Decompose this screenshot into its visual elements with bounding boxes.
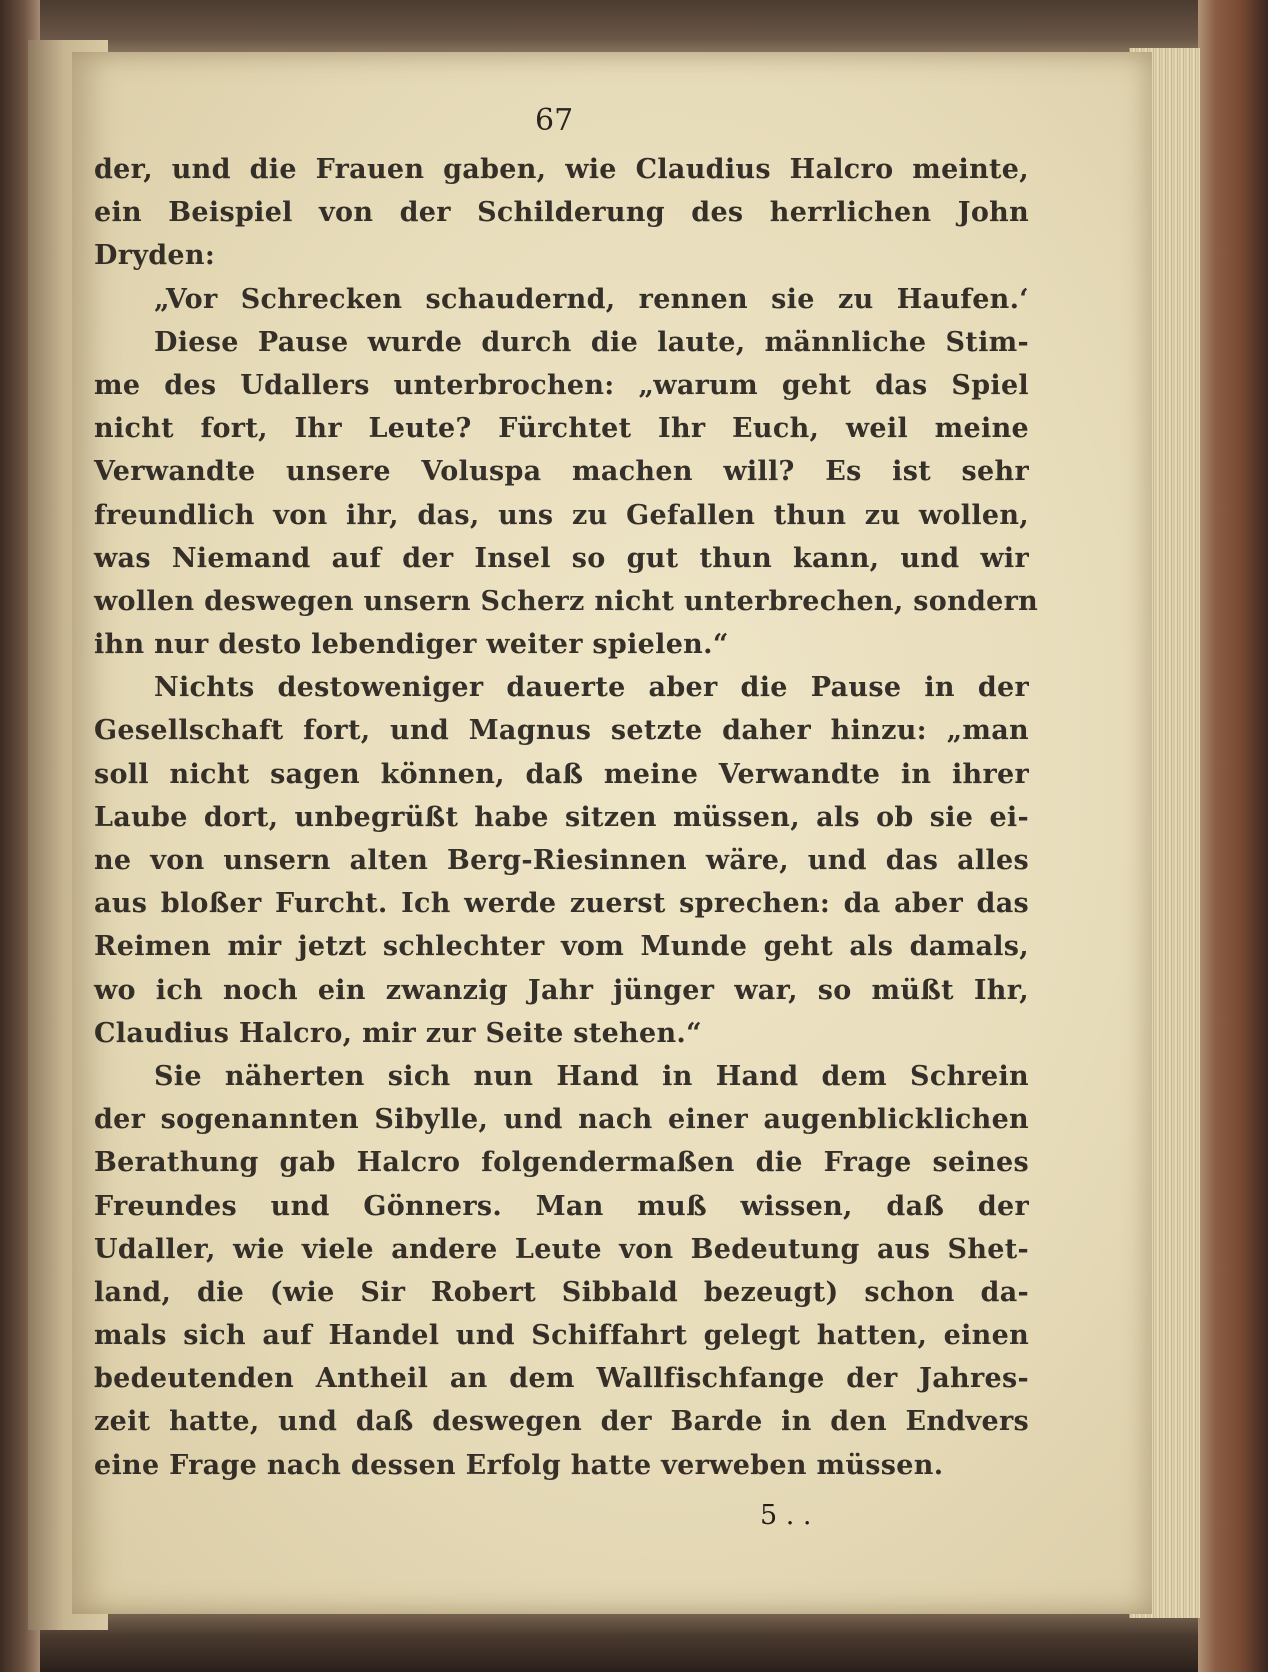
text-line: der, und die Frauen gaben, wie Claudius Halcro meinte, xyxy=(94,154,1029,185)
text-line: me des Udallers unterbrochen: „warum geht das Spiel xyxy=(94,369,1029,401)
signature-mark: 5 . . xyxy=(760,1500,812,1531)
text-line: zeit hatte, und daß deswegen der Barde in den Endvers xyxy=(94,1406,1029,1438)
text-line: bedeutenden Antheil an dem Wallfischfange der Jahres- xyxy=(94,1363,1029,1395)
text-line: Udaller, wie viele andere Leute von Bedeutung aus Shet- xyxy=(94,1233,1029,1265)
text-line: Nichts destoweniger dauerte aber die Pause in der xyxy=(154,672,1029,704)
text-line: Diese Pause wurde durch die laute, männliche Stim- xyxy=(154,326,1029,358)
text-line: Berathung gab Halcro folgendermaßen die Frage seines xyxy=(94,1147,1029,1179)
text-line: was Niemand auf der Insel so gut thun kann, und wir xyxy=(94,542,1029,574)
text-line: Claudius Halcro, mir zur Seite stehen.“ xyxy=(94,1017,702,1049)
text-line: wo ich noch ein zwanzig Jahr jünger war, so müßt Ihr, xyxy=(94,974,1029,1006)
text-line: Freundes und Gönners. Man muß wissen, daß der xyxy=(94,1190,1029,1222)
text-line: ein Beispiel von der Schilderung des herrlichen John xyxy=(94,197,1029,229)
text-line: Gesellschaft fort, und Magnus setzte daher hinzu: „man xyxy=(94,715,1029,747)
text-line: Reimen mir jetzt schlechter vom Munde geht als damals, xyxy=(94,931,1029,963)
text-line: „Vor Schrecken schaudernd, rennen sie zu Haufen.‘ xyxy=(154,283,1029,315)
text-line: mals sich auf Handel und Schiffahrt gelegt hatten, einen xyxy=(94,1320,1029,1352)
text-line: soll nicht sagen können, daß meine Verwandte in ihrer xyxy=(94,758,1029,790)
text-line: Verwandte unsere Voluspa machen will? Es ist sehr xyxy=(94,456,1029,488)
book-cover-top xyxy=(0,0,1268,55)
text-line: ne von unsern alten Berg-Riesinnen wäre, und das alles xyxy=(94,845,1029,876)
text-line: der sogenannten Sibylle, und nach einer augenblicklichen xyxy=(94,1104,1029,1136)
text-line: eine Frage nach dessen Erfolg hatte verweben müssen. xyxy=(94,1449,944,1481)
book-cover-right xyxy=(1198,0,1268,1672)
book-cover-bottom xyxy=(0,1612,1268,1672)
body-text xyxy=(94,148,1039,1487)
text-line: Laube dort, unbegrüßt habe sitzen müssen, als ob sie ei- xyxy=(94,801,1029,833)
text-line: land, die (wie Sir Robert Sibbald bezeugt) schon da- xyxy=(94,1276,1029,1308)
text-line: freundlich von ihr, das, uns zu Gefallen thun zu wollen, xyxy=(94,499,1029,531)
text-line: Dryden: xyxy=(94,240,216,272)
text-line: wollen deswegen unsern Scherz nicht unterbrechen, sondern xyxy=(94,585,1039,617)
page-number: 67 xyxy=(535,103,574,138)
text-line: Sie näherten sich nun Hand in Hand dem Schrein xyxy=(154,1060,1029,1092)
text-line: ihn nur desto lebendiger weiter spielen.“ xyxy=(94,629,729,661)
text-line: nicht fort, Ihr Leute? Fürchtet Ihr Euch, weil meine xyxy=(94,413,1029,445)
text-line: aus bloßer Furcht. Ich werde zuerst sprechen: da aber das xyxy=(94,888,1029,920)
